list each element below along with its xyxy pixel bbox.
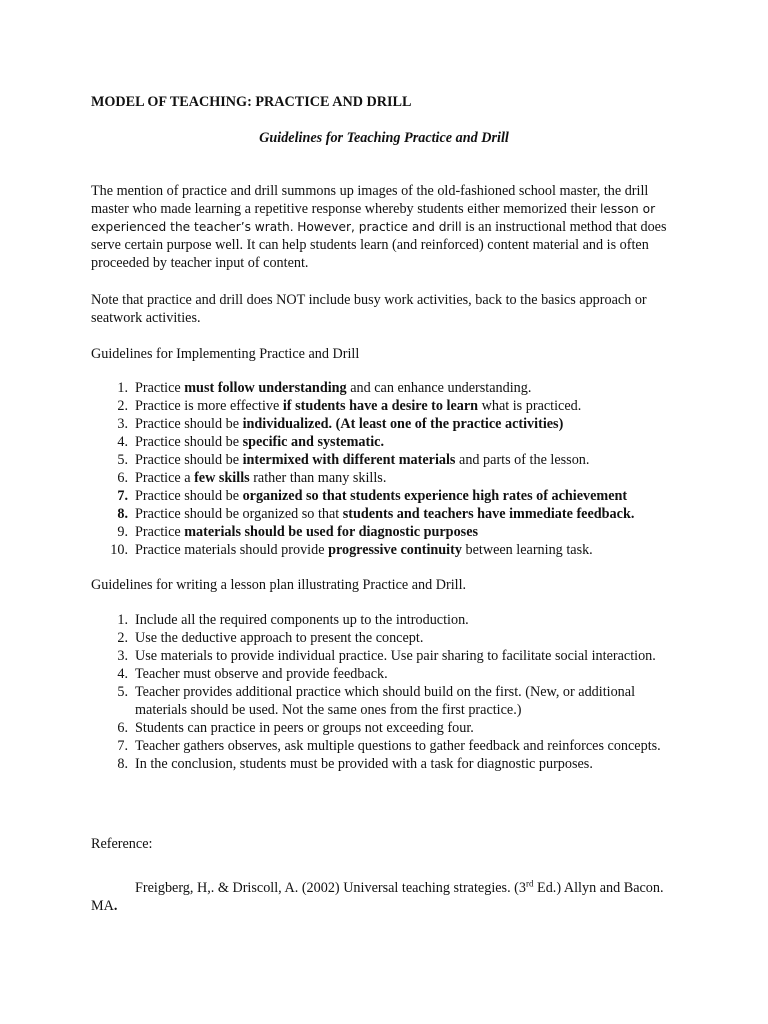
guideline-item	[108, 433, 678, 451]
lesson-step-number: 8.	[117, 756, 128, 772]
guideline-emphasis: specific and systematic.	[242, 434, 385, 450]
lesson-step-item	[108, 629, 678, 647]
guideline-number: 8.	[117, 506, 128, 522]
lesson-step-text: Students can practice in peers or groups not exceeding four.	[135, 720, 474, 736]
guideline-text-end: what is practiced.	[478, 398, 582, 414]
guideline-item	[108, 487, 678, 505]
guideline-item	[108, 469, 678, 487]
guideline-emphasis: organized so that students experience high rates of achievement	[242, 488, 628, 504]
lesson-step-text: Teacher gathers observes, ask multiple questions to gather feedback and reinforces concepts.	[135, 738, 661, 754]
lesson-step-item	[108, 611, 678, 629]
guideline-number: 1.	[117, 380, 128, 396]
lesson-step-text: Teacher provides additional practice which should build on the first. (New, or additional materials should be used. Not the same ones from the first practice.)	[135, 684, 636, 718]
lesson-step-number: 1.	[117, 612, 128, 628]
guideline-number: 6.	[117, 470, 128, 486]
intro-text-3: However, practice and drill	[297, 220, 462, 234]
guideline-number: 3.	[117, 416, 128, 432]
lesson-step-item	[108, 647, 678, 665]
guideline-item	[108, 379, 678, 397]
guideline-emphasis: materials should be used for diagnostic purposes	[184, 524, 479, 540]
lesson-step-number: 5.	[117, 684, 128, 700]
lesson-step-item	[108, 737, 678, 755]
guideline-text: Practice a	[135, 470, 195, 486]
guideline-text: Practice should be	[135, 416, 243, 432]
lesson-heading-text: Guidelines for writing a lesson plan illustrating Practice and Drill.	[91, 577, 467, 593]
guideline-text-end: and can enhance understanding.	[346, 380, 532, 396]
guideline-number: 7.	[117, 488, 128, 504]
guideline-emphasis: must follow understanding	[184, 380, 347, 396]
reference-text-post: Ed.) Allyn and Bacon. MA	[91, 880, 664, 914]
guidelines-list	[108, 379, 678, 559]
intro-text-2: lesson or experienced the teacher’s wrath.	[91, 202, 656, 234]
guidelines-heading	[91, 345, 681, 363]
guideline-emphasis: students and teachers have immediate feedback.	[342, 506, 635, 522]
guideline-text-end: between learning task.	[461, 542, 593, 558]
guideline-number: 4.	[117, 434, 128, 450]
guideline-text: Practice is more effective	[135, 398, 283, 414]
reference-citation	[91, 879, 681, 915]
intro-paragraph	[91, 182, 681, 272]
guideline-item	[108, 505, 678, 523]
lesson-step-text: In the conclusion, students must be provided with a task for diagnostic purposes.	[135, 756, 593, 772]
lesson-step-item	[108, 719, 678, 737]
lesson-step-item	[108, 755, 678, 773]
lesson-step-number: 2.	[117, 630, 128, 646]
guideline-emphasis: progressive continuity	[328, 542, 462, 558]
guidelines-heading-text: Guidelines for Implementing Practice and Drill	[91, 346, 360, 362]
lesson-step-number: 3.	[117, 648, 128, 664]
guideline-item	[108, 397, 678, 415]
guideline-number: 9.	[117, 524, 128, 540]
lesson-step-number: 7.	[117, 738, 128, 754]
guideline-number: 5.	[117, 452, 128, 468]
lesson-step-number: 4.	[117, 666, 128, 682]
guideline-item	[108, 541, 678, 559]
lesson-step-item	[108, 665, 678, 683]
guideline-text: Practice should be	[135, 488, 243, 504]
guideline-text-end: rather than many skills.	[249, 470, 387, 486]
guideline-emphasis: intermixed with different materials	[242, 452, 456, 468]
lesson-step-text: Use the deductive approach to present the concept.	[135, 630, 424, 646]
guideline-emphasis: few skills	[194, 470, 250, 486]
guideline-item	[108, 523, 678, 541]
guideline-emphasis: if students have a desire to learn	[282, 398, 479, 414]
reference-text-pre: Freigberg, H,. & Driscoll, A. (2002) Universal teaching strategies. (3	[135, 880, 526, 896]
intro-text-4: is an instructional method that does serve certain purpose well. It can help students learn (and reinforced) content material and is often proceeded by teacher input of content.	[91, 219, 667, 271]
guideline-text: Practice materials should provide	[135, 542, 329, 558]
guideline-number: 2.	[117, 398, 128, 414]
guideline-text: Practice	[135, 524, 185, 540]
guideline-item	[108, 415, 678, 433]
reference-period: .	[113, 898, 118, 914]
guideline-number: 10.	[110, 542, 128, 558]
reference-superscript: rd	[526, 878, 534, 889]
page-title: MODEL OF TEACHING: PRACTICE AND DRILL	[91, 94, 412, 110]
guideline-text: Practice should be organized so that	[135, 506, 343, 522]
guideline-text-end: and parts of the lesson.	[455, 452, 590, 468]
guideline-text: Practice	[135, 380, 185, 396]
intro-text-1: The mention of practice and drill summons up images of the old-fashioned school master, the drill master who made learning a repetitive response whereby students either memorized their	[91, 183, 649, 217]
lesson-step-text: Teacher must observe and provide feedback.	[135, 666, 388, 682]
lesson-steps-list	[108, 611, 678, 773]
lesson-step-text: Include all the required components up to the introduction.	[135, 612, 469, 628]
note-paragraph	[91, 291, 681, 327]
lesson-step-number: 6.	[117, 720, 128, 736]
lesson-step-text: Use materials to provide individual practice. Use pair sharing to facilitate social interaction.	[135, 648, 656, 664]
guideline-text: Practice should be	[135, 452, 243, 468]
reference-label: Reference:	[91, 836, 153, 852]
lesson-heading	[91, 576, 681, 594]
guideline-text: Practice should be	[135, 434, 243, 450]
lesson-step-item	[108, 683, 678, 719]
page-subtitle: Guidelines for Teaching Practice and Drill	[259, 130, 509, 146]
guideline-item	[108, 451, 678, 469]
guideline-emphasis: individualized. (At least one of the practice activities)	[242, 416, 564, 432]
note-text: Note that practice and drill does NOT include busy work activities, back to the basics approach or seatwork activities.	[91, 292, 647, 326]
